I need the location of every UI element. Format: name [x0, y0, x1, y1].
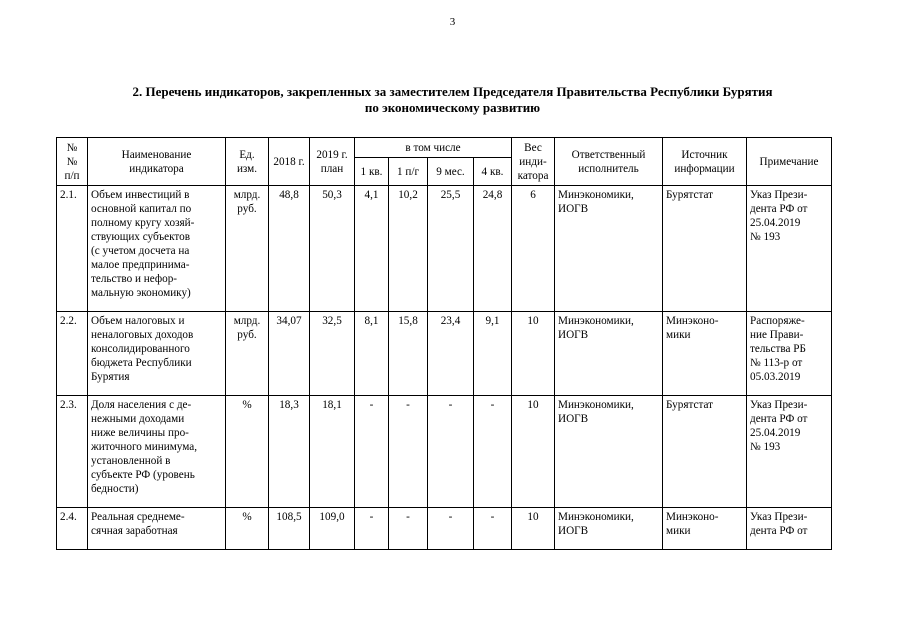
- row-unit: млрд. руб.: [226, 312, 269, 396]
- table-row: [57, 312, 832, 396]
- row-unit: млрд. руб.: [226, 186, 269, 312]
- row-2018: 34,07: [269, 312, 310, 396]
- row-h1: -: [389, 508, 428, 550]
- row-responsible: Минэкономики, ИОГВ: [555, 508, 663, 550]
- row-9m: -: [428, 396, 474, 508]
- table-row: [57, 508, 832, 550]
- header-2018: 2018 г.: [269, 138, 310, 186]
- header-name: Наименование индикатора: [88, 138, 226, 186]
- row-weight: 10: [512, 312, 555, 396]
- row-q4: -: [474, 508, 512, 550]
- row-source: Минэконо- мики: [663, 312, 747, 396]
- heading-line-2: по экономическому развитию: [364, 100, 541, 115]
- row-note: Указ Прези- дента РФ от: [747, 508, 832, 550]
- row-source: Бурятстат: [663, 186, 747, 312]
- row-num: 2.2.: [57, 312, 88, 396]
- row-q4: 24,8: [474, 186, 512, 312]
- row-responsible: Минэкономики, ИОГВ: [555, 396, 663, 508]
- section-heading: [60, 84, 845, 116]
- header-weight: Вес инди- катора: [512, 138, 555, 186]
- row-num: 2.4.: [57, 508, 88, 550]
- row-q1: 8,1: [355, 312, 389, 396]
- table-row: [57, 396, 832, 508]
- row-h1: 15,8: [389, 312, 428, 396]
- row-note: Указ Прези- дента РФ от 25.04.2019 № 193: [747, 186, 832, 312]
- row-source: Бурятстат: [663, 396, 747, 508]
- header-h1: 1 п/г: [389, 158, 428, 186]
- header-note: Примечание: [747, 138, 832, 186]
- header-q4: 4 кв.: [474, 158, 512, 186]
- header-source: Источник информации: [663, 138, 747, 186]
- row-num: 2.3.: [57, 396, 88, 508]
- row-unit: %: [226, 396, 269, 508]
- row-note: Распоряже- ние Прави- тельства РБ № 113-р от 05.03.2019: [747, 312, 832, 396]
- row-source: Минэконо- мики: [663, 508, 747, 550]
- row-h1: -: [389, 396, 428, 508]
- row-2019: 109,0: [310, 508, 355, 550]
- header-row-1: [57, 138, 832, 158]
- header-q1: 1 кв.: [355, 158, 389, 186]
- row-responsible: Минэкономики, ИОГВ: [555, 312, 663, 396]
- header-including: в том числе: [355, 138, 512, 158]
- row-q4: 9,1: [474, 312, 512, 396]
- row-h1: 10,2: [389, 186, 428, 312]
- row-q1: 4,1: [355, 186, 389, 312]
- row-name: Доля населения с де- нежными доходами ниже величины про- житочного минимума, установленной в субъекте РФ (уровень бедности): [88, 396, 226, 508]
- row-num: 2.1.: [57, 186, 88, 312]
- header-9m: 9 мес.: [428, 158, 474, 186]
- row-name: Объем инвестиций в основной капитал по полному кругу хозяй- ствующих субъектов (с учетом досчета на малое предпринима- тельство и нефор- мальную экономику): [88, 186, 226, 312]
- row-9m: -: [428, 508, 474, 550]
- table-row: [57, 186, 832, 312]
- row-2018: 18,3: [269, 396, 310, 508]
- row-2018: 108,5: [269, 508, 310, 550]
- header-responsible: Ответственный исполнитель: [555, 138, 663, 186]
- row-name: Реальная среднеме- сячная заработная: [88, 508, 226, 550]
- row-2019: 18,1: [310, 396, 355, 508]
- row-2018: 48,8: [269, 186, 310, 312]
- row-unit: %: [226, 508, 269, 550]
- row-weight: 6: [512, 186, 555, 312]
- row-2019: 50,3: [310, 186, 355, 312]
- page-number: 3: [449, 16, 456, 28]
- row-weight: 10: [512, 508, 555, 550]
- row-q1: -: [355, 508, 389, 550]
- header-num: № № п/п: [57, 138, 88, 186]
- row-9m: 25,5: [428, 186, 474, 312]
- row-weight: 10: [512, 396, 555, 508]
- row-2019: 32,5: [310, 312, 355, 396]
- row-q1: -: [355, 396, 389, 508]
- row-name: Объем налоговых и неналоговых доходов консолидированного бюджета Республики Бурятия: [88, 312, 226, 396]
- indicators-table: [56, 137, 832, 550]
- row-9m: 23,4: [428, 312, 474, 396]
- heading-line-1: 2. Перечень индикаторов, закрепленных за заместителем Председателя Правительства Республики Бурятия: [132, 84, 773, 99]
- header-2019: 2019 г. план: [310, 138, 355, 186]
- row-q4: -: [474, 396, 512, 508]
- row-note: Указ Прези- дента РФ от 25.04.2019 № 193: [747, 396, 832, 508]
- row-responsible: Минэкономики, ИОГВ: [555, 186, 663, 312]
- header-unit: Ед. изм.: [226, 138, 269, 186]
